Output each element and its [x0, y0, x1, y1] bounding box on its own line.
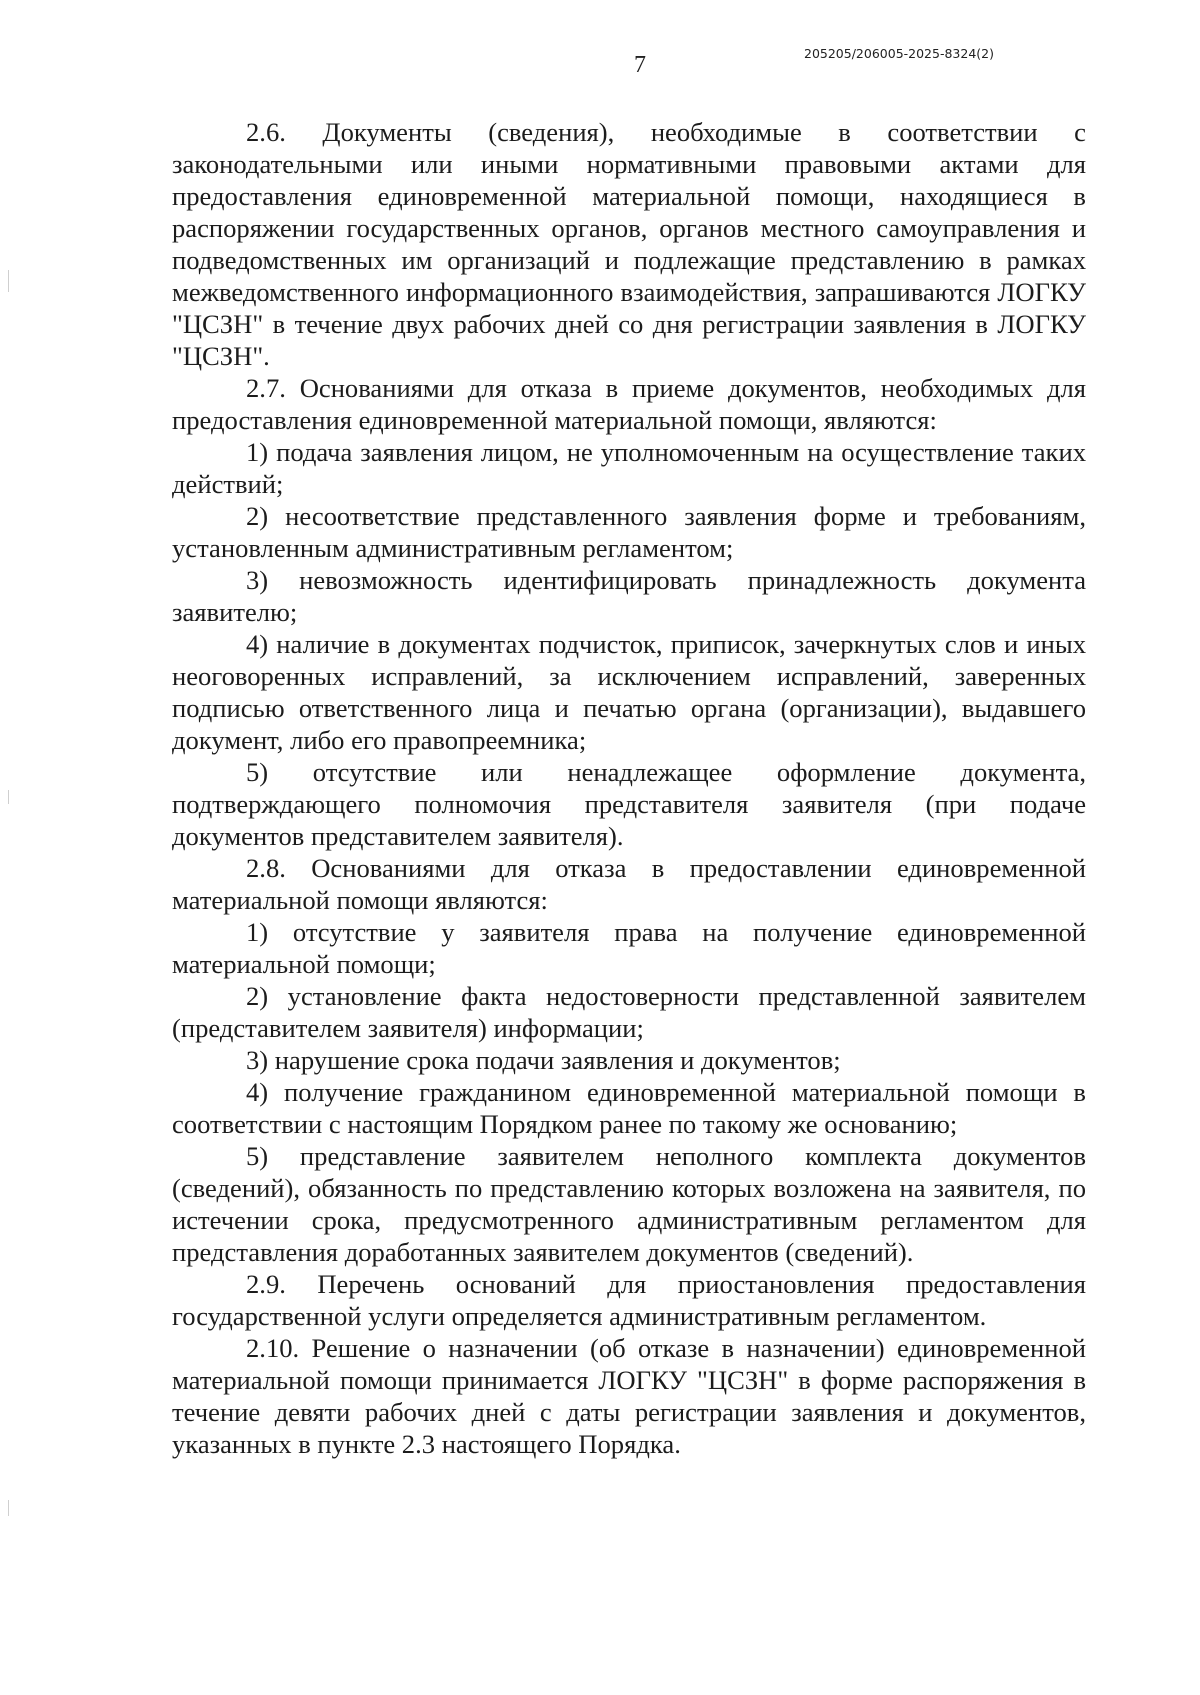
scan-margin-mark [8, 790, 9, 804]
paragraph-2-8-item-3: 3) нарушение срока подачи заявления и документов; [246, 1045, 841, 1075]
document-body [172, 116, 1086, 1460]
page-number: 7 [634, 52, 646, 78]
paragraph-2-10: 2.10. Решение о назначении (об отказе в назначении) единовременной материальной помощи принимается ЛОГКУ "ЦСЗН" в форме распоряжения в течение девяти рабочих дней с даты регистрации заявления и документов, указанных в пункте 2.3 настоящего Порядка. [172, 1333, 1086, 1459]
paragraph-2-8-item-1: 1) отсутствие у заявителя права на получение единовременной материальной помощи; [172, 917, 1086, 979]
paragraph-2-8-item-2: 2) установление факта недостоверности представленной заявителем (представителем заявителя) информации; [172, 981, 1086, 1043]
paragraph-2-7: 2.7. Основаниями для отказа в приеме документов, необходимых для предоставления единовременной материальной помощи, являются: [172, 373, 1086, 435]
paragraph-2-8: 2.8. Основаниями для отказа в предоставлении единовременной материальной помощи являются: [172, 853, 1086, 915]
paragraph-2-9: 2.9. Перечень оснований для приостановления предоставления государственной услуги определяется административным регламентом. [172, 1269, 1086, 1331]
paragraph-2-7-item-2: 2) несоответствие представленного заявления форме и требованиям, установленным административным регламентом; [172, 501, 1086, 563]
paragraph-2-7-item-3: 3) невозможность идентифицировать принадлежность документа заявителю; [172, 565, 1086, 627]
paragraph-2-7-item-4: 4) наличие в документах подчисток, приписок, зачеркнутых слов и иных неоговоренных исправлений, за исключением исправлений, заверенных подписью ответственного лица и печатью органа (организации), выдавшего документ, либо его правопреемника; [172, 629, 1086, 755]
scan-margin-mark [8, 1500, 9, 1516]
paragraph-2-7-item-5: 5) отсутствие или ненадлежащее оформление документа, подтверждающего полномочия представителя заявителя (при подаче документов представителем заявителя). [172, 757, 1086, 851]
paragraph-2-8-item-5: 5) представление заявителем неполного комплекта документов (сведений), обязанность по представлению которых возложена на заявителя, по истечении срока, предусмотренного административным регламентом для представления доработанных заявителем документов (сведений). [172, 1141, 1086, 1267]
paragraph-2-8-item-4: 4) получение гражданином единовременной материальной помощи в соответствии с настоящим Порядком ранее по такому же основанию; [172, 1077, 1086, 1139]
scan-margin-mark [8, 270, 9, 292]
paragraph-2-6: 2.6. Документы (сведения), необходимые в соответствии с законодательными или иными нормативными правовыми актами для предоставления единовременной материальной помощи, находящиеся в распоряжении государственных органов, органов местного самоуправления и подведомственных им организаций и подлежащие представлению в рамках межведомственного информационного взаимодействия, запрашиваются ЛОГКУ "ЦСЗН" в течение двух рабочих дней со дня регистрации заявления в ЛОГКУ "ЦСЗН". [172, 117, 1086, 371]
document-registration-number: 205205/206005-2025-8324(2) [804, 46, 994, 61]
paragraph-2-7-item-1: 1) подача заявления лицом, не уполномоченным на осуществление таких действий; [172, 437, 1086, 499]
